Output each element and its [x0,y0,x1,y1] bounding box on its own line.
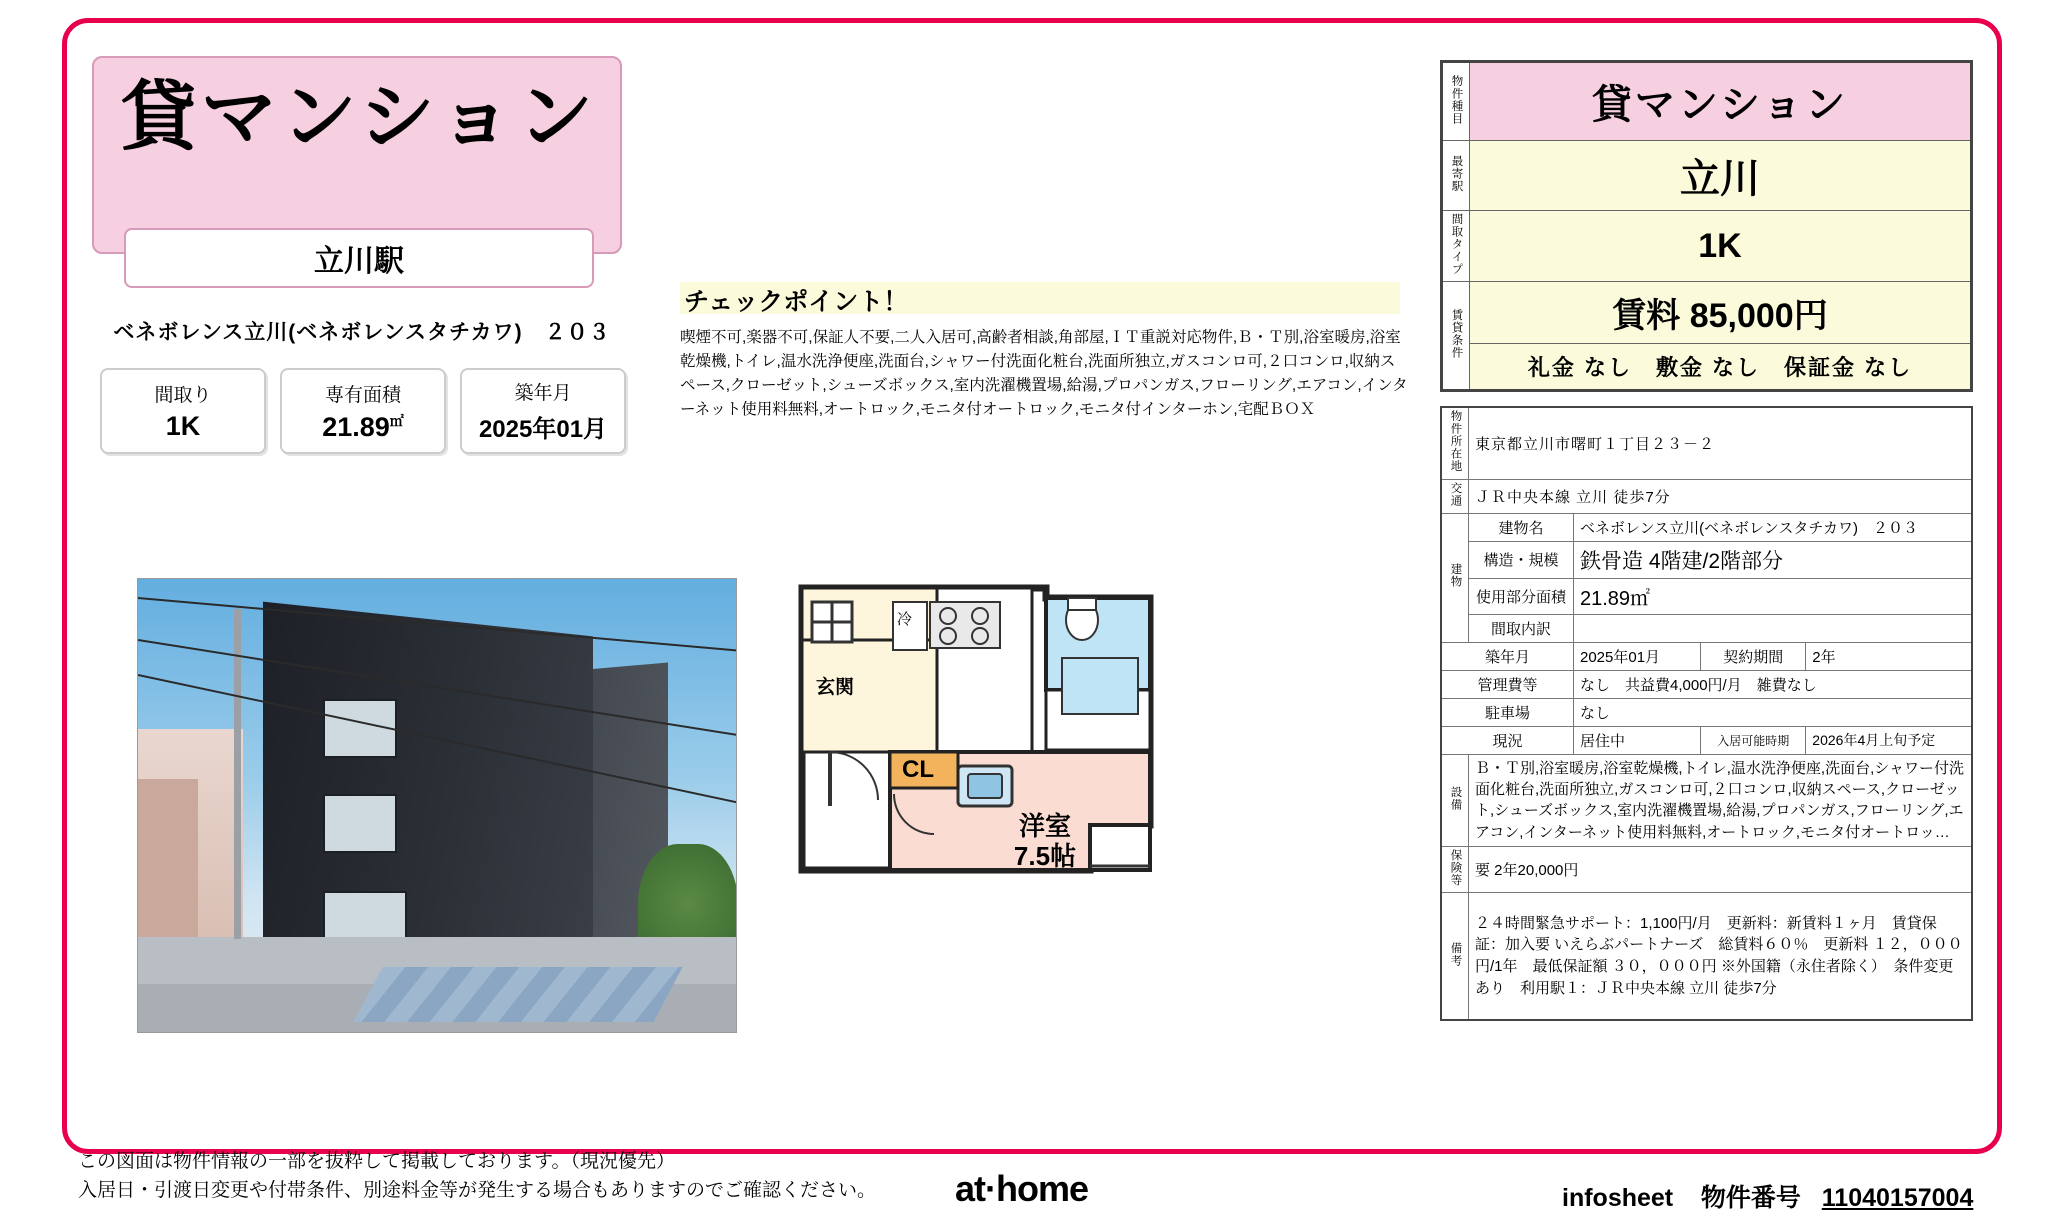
summary-row-layout [1442,211,1972,282]
details-label-address [1441,407,1469,479]
floorplan-closet-label: CL [902,756,934,783]
details-label-building-text: 建物 [1449,563,1462,589]
floorplan-drawing [790,580,1220,900]
summary-row-station [1442,141,1972,211]
summary-table [1440,60,1973,392]
spec-area-number: 21.89 [322,411,390,442]
spec-layout [100,368,266,454]
building-name: ベネボレンス立川(ベネボレンスタチカワ) ２０３ [113,321,611,344]
checkpoint-body: 喫煙不可,楽器不可,保証人不要,二人入居可,高齢者相談,角部屋,ＩＴ重説対応物件,Ｂ・Ｔ別,浴室暖房,浴室乾燥機,トイレ,温水洗浄便座,洗面台,シャワー付洗面化粧台,洗面所独立,ガスコンロ可,２口コンロ,収納スペース,クローゼット,シューズボックス,室内洗濯機置場,給湯,プロパンガス,フローリング,エアコン,インターネット使用料無料,オートロック,モニタ付オートロック,モニタ付インターホン,宅配ＢＯＸ [680,329,1408,419]
summary-label-type-text: 物件種目 [1450,74,1463,125]
details-label-equipment [1441,754,1469,846]
details-sublabel-area [1469,578,1574,614]
details-sublabel-structure: 構造・規模 [1469,541,1574,578]
property-no-label: 物件番号 [1700,1184,1801,1212]
details-label-management: 管理費等 [1441,670,1574,698]
spec-area-value [322,411,404,443]
checkpoint-title: チェックポイント！ [680,282,1400,314]
photo-window-2 [323,794,397,853]
details-row-building-name [1441,513,1972,541]
footer-note [78,1148,876,1205]
summary-label-type [1442,62,1470,141]
summary-row-fees [1442,344,1972,391]
athome-logo: at·home [955,1168,1089,1209]
summary-label-layout [1442,211,1470,282]
details-value-address: 東京都立川市曙町１丁目２３－２ [1469,407,1973,479]
details-row-structure [1441,541,1972,578]
photo-paving [353,967,682,1022]
details-row-area [1441,578,1972,614]
details-row-layout-detail [1441,614,1972,642]
details-label-built: 築年月 [1441,642,1574,670]
details-value-movein: 2026年4月上旬予定 [1806,726,1972,754]
spec-area [280,368,446,454]
floorplan-room-label: 洋室 [1018,811,1071,841]
details-value-status: 居住中 [1574,726,1701,754]
details-value-parking: なし [1574,698,1973,726]
details-label-remarks-text: 備考 [1449,941,1462,967]
summary-panel [1440,60,1973,1021]
spec-layout-value: 1K [165,411,201,441]
spec-row [100,368,626,454]
details-label-status: 現況 [1441,726,1574,754]
details-value-layout-detail [1574,614,1973,642]
summary-value-fees: 礼金 なし 敷金 なし 保証金 なし [1470,344,1972,391]
infosheet-label: infosheet [1562,1184,1674,1212]
details-value-equipment: Ｂ・Ｔ別,浴室暖房,浴室乾燥機,トイレ,温水洗浄便座,洗面台,シャワー付洗面化粧台,洗面所独立,ガスコンロ可,２口コンロ,収納スペース,クローゼット,シューズボックス,室内洗濯機置場,給湯,プロパンガス,フローリング,エアコン,インターネット使用料無料,オートロック,モニタ付オートロッ… [1469,754,1973,846]
details-row-access [1441,479,1972,513]
summary-value-layout: 1K [1470,211,1972,282]
details-value-area: 21.89㎡ [1574,578,1973,614]
station-badge: 立川駅 [124,228,594,288]
details-label-access [1441,479,1469,513]
details-value-built: 2025年01月 [1574,642,1701,670]
summary-value-rent: 賃料 85,000円 [1470,282,1972,344]
details-label-access-text: 交通 [1449,481,1462,507]
details-row-status [1441,726,1972,754]
summary-label-rent-text: 賃貸条件 [1450,308,1463,359]
spec-builtdate-value: 2025年01月 [478,416,608,443]
details-row-insurance [1441,846,1972,892]
details-label-equipment-text: 設備 [1449,785,1462,811]
spec-layout-label: 間取り [154,385,212,406]
details-value-building-name: ベネボレンス立川(ベネボレンスタチカワ) ２０３ [1574,513,1973,541]
summary-row-rent [1442,282,1972,344]
property-photo [137,578,737,1033]
footer-note-line1: この図面は物件情報の一部を抜粋して掲載しております。（現況優先） [78,1151,675,1172]
details-row-parking [1441,698,1972,726]
details-label-address-text: 物件所在地 [1449,410,1462,473]
photo-utility-pole [234,609,241,939]
details-value-insurance: 要 2年20,000円 [1469,846,1973,892]
spec-area-label: 専有面積 [324,384,401,406]
summary-value-station: 立川 [1470,141,1972,211]
details-row-management [1441,670,1972,698]
details-row-address [1441,407,1972,479]
floorplan-entrance-label: 玄関 [816,677,855,698]
details-label-insurance [1441,846,1469,892]
property-type-box [92,56,622,278]
spec-builtdate-label: 築年月 [514,383,572,404]
details-sublabel-area-text: 使用部分面積 [1475,588,1566,606]
details-row-remarks [1441,893,1972,1021]
infosheet-footer [1562,1178,1973,1214]
details-sublabel-layout-detail: 間取内訳 [1469,614,1574,642]
details-value-structure: 鉄骨造 4階建/2階部分 [1574,541,1973,578]
details-value-access: ＪＲ中央本線 立川 徒歩7分 [1469,479,1973,513]
details-label-remarks [1441,893,1469,1021]
property-no-value: 11040157004 [1821,1184,1974,1212]
summary-label-layout-text: 間取タイプ [1450,213,1463,276]
floorplan-fridge-label: 冷 [897,611,913,628]
summary-label-rent [1442,282,1470,391]
details-value-remarks: ２４時間緊急サポート：1,100円/月 更新料：新賃料１ヶ月 賃貸保証：加入要 いえらぶパートナーズ 総賃料６０％ 更新料 １２，０００円/1年 最低保証額 ３０，０００円 ※外国籍（永住者除く） 条件変更あり 利用駅１：ＪＲ中央本線 立川 徒歩7分 [1469,893,1973,1021]
details-sublabel-building-name: 建物名 [1469,513,1574,541]
floorplan-room-size: 7.5帖 [1013,841,1077,871]
details-table [1440,406,1973,1021]
page-title: 貸マンション [120,75,598,160]
spec-area-unit: ㎡ [389,412,404,429]
details-label-building [1441,513,1469,642]
summary-label-station-text: 最寄駅 [1450,154,1463,193]
details-label-parking: 駐車場 [1441,698,1574,726]
summary-row-type [1442,62,1972,141]
details-label-contract: 契約期間 [1701,642,1806,670]
details-label-insurance-text: 保険等 [1449,848,1462,887]
summary-label-station [1442,141,1470,211]
details-value-contract: 2年 [1806,642,1972,670]
details-row-equipment [1441,754,1972,846]
details-label-movein: 入居可能時期 [1701,726,1806,754]
summary-value-type: 貸マンション [1470,62,1972,141]
footer-note-line2: 入居日・引渡日変更や付帯条件、別途料金等が発生する場合もありますのでご確認ください。 [78,1179,877,1201]
details-value-management: なし 共益費4,000円/月 雑費なし [1574,670,1973,698]
details-row-built [1441,642,1972,670]
spec-builtdate [460,368,626,454]
